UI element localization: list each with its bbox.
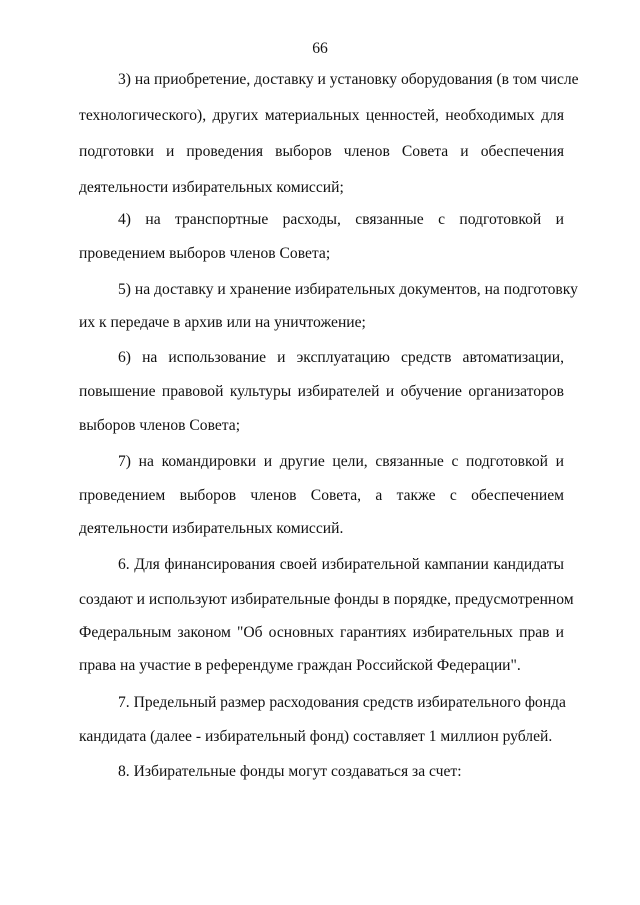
text-line: Федеральным законом "Об основных гарантиях избирательных прав и xyxy=(79,624,564,641)
text-line: 7. Предельный размер расходования средств избирательного фонда xyxy=(118,694,566,711)
text-line: выборов членов Совета; xyxy=(79,417,241,434)
text-line: права на участие в референдуме граждан Российской Федерации". xyxy=(79,657,521,674)
text-line: технологического), других материальных ценностей, необходимых для xyxy=(79,107,564,124)
text-line: 7) на командировки и другие цели, связанные с подготовкой и xyxy=(118,453,564,470)
text-line: повышение правовой культуры избирателей и обучение организаторов xyxy=(79,383,564,400)
text-line: их к передаче в архив или на уничтожение; xyxy=(79,314,366,331)
text-line: 5) на доставку и хранение избирательных документов, на подготовку xyxy=(118,281,578,298)
text-line: создают и используют избирательные фонды в порядке, предусмотренном xyxy=(79,591,574,608)
text-line: 6) на использование и эксплуатацию средств автоматизации, xyxy=(118,349,564,366)
text-line: подготовки и проведения выборов членов Совета и обеспечения xyxy=(79,143,564,160)
text-line: проведением выборов членов Совета; xyxy=(79,245,331,262)
text-line: 8. Избирательные фонды могут создаваться за счет: xyxy=(118,763,462,780)
text-line: деятельности избирательных комиссий; xyxy=(79,179,344,196)
text-line: кандидата (далее - избирательный фонд) составляет 1 миллион рублей. xyxy=(79,728,553,745)
text-line: 3) на приобретение, доставку и установку оборудования (в том числе xyxy=(118,71,579,88)
text-line: проведением выборов членов Совета, а также с обеспечением xyxy=(79,487,564,504)
text-line: 4) на транспортные расходы, связанные с подготовкой и xyxy=(118,211,564,228)
text-line: деятельности избирательных комиссий. xyxy=(79,520,344,537)
page-number: 66 xyxy=(312,40,328,57)
text-line: 6. Для финансирования своей избирательной кампании кандидаты xyxy=(118,556,564,573)
